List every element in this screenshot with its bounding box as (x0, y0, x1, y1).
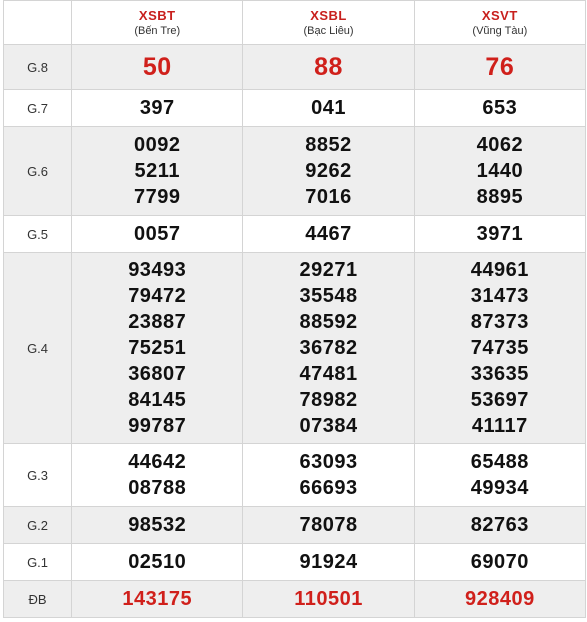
prize-number: 78982 (299, 389, 358, 411)
prize-number: 29271 (299, 259, 358, 281)
prize-label: G.2 (4, 507, 72, 544)
prize-cell (414, 544, 585, 581)
province-header[interactable] (414, 1, 585, 45)
lottery-results-table (3, 0, 586, 618)
prize-number: 4062 (476, 134, 524, 156)
prize-number: 63093 (299, 451, 358, 473)
prize-number: 99787 (128, 415, 187, 437)
prize-number: 65488 (470, 451, 529, 473)
prize-cell (414, 581, 585, 618)
prize-number: 4467 (305, 223, 352, 245)
prize-number: 78078 (299, 514, 358, 536)
prize-cell (72, 216, 243, 253)
province-header[interactable] (72, 1, 243, 45)
prize-row-g2 (4, 507, 586, 544)
prize-number: 76 (485, 53, 515, 81)
prize-number: 33635 (470, 363, 529, 385)
prize-cell (414, 45, 585, 90)
province-code[interactable]: XSVT (481, 7, 518, 23)
prize-row-g6 (4, 127, 586, 216)
prize-number: 31473 (470, 285, 529, 307)
prize-number: 36807 (128, 363, 187, 385)
prize-cell (243, 45, 414, 90)
prize-cell (72, 253, 243, 444)
prize-cell (243, 253, 414, 444)
prize-number: 88 (314, 53, 343, 81)
special-prize-number: 143175 (122, 588, 193, 610)
prize-number: 36782 (299, 337, 358, 359)
prize-number: 8895 (476, 186, 524, 208)
prize-label: G.8 (4, 45, 72, 90)
prize-number: 02510 (128, 551, 187, 573)
prize-number: 07384 (299, 415, 358, 437)
prize-label: G.4 (4, 253, 72, 444)
prize-number: 79472 (128, 285, 187, 307)
prize-number: 653 (482, 97, 518, 119)
province-code[interactable]: XSBL (310, 7, 347, 23)
prize-number: 23887 (128, 311, 187, 333)
prize-label: G.7 (4, 90, 72, 127)
prize-cell (243, 544, 414, 581)
prize-cell (72, 127, 243, 216)
prize-label: G.3 (4, 444, 72, 507)
prize-cell (72, 507, 243, 544)
prize-label: G.6 (4, 127, 72, 216)
prize-number: 87373 (470, 311, 529, 333)
prize-number: 0092 (134, 134, 181, 156)
prize-row-g7 (4, 90, 586, 127)
prize-number: 397 (139, 97, 175, 119)
prize-label: ĐB (4, 581, 72, 618)
prize-number: 93493 (128, 259, 187, 281)
province-header[interactable] (243, 1, 414, 45)
special-prize-number: 110501 (294, 588, 363, 610)
prize-row-g8 (4, 45, 586, 90)
prize-number: 041 (311, 97, 346, 119)
prize-number: 44642 (128, 451, 187, 473)
prize-cell (414, 444, 585, 507)
prize-number: 08788 (128, 477, 187, 499)
prize-number: 44961 (470, 259, 529, 281)
prize-label: G.1 (4, 544, 72, 581)
prize-label: G.5 (4, 216, 72, 253)
prize-number: 49934 (470, 477, 529, 499)
prize-number: 82763 (470, 514, 529, 536)
province-code[interactable]: XSBT (138, 7, 176, 23)
prize-number: 7799 (134, 186, 181, 208)
prize-number: 53697 (470, 389, 529, 411)
prize-number: 0057 (134, 223, 181, 245)
prize-cell (72, 444, 243, 507)
prize-cell (243, 127, 414, 216)
prize-number: 1440 (476, 160, 524, 182)
prize-row-g3 (4, 444, 586, 507)
prize-number: 75251 (128, 337, 187, 359)
prize-cell (414, 507, 585, 544)
prize-number: 84145 (128, 389, 187, 411)
prize-number: 98532 (128, 514, 187, 536)
special-prize-number: 928409 (464, 588, 535, 610)
prize-row-g5 (4, 216, 586, 253)
province-name: (Vũng Tàu) (472, 24, 528, 37)
prize-number: 3971 (476, 223, 524, 245)
province-name: (Bạc Liêu) (303, 24, 354, 37)
prize-row-special (4, 581, 586, 618)
prize-cell (243, 444, 414, 507)
prize-row-g4 (4, 253, 586, 444)
prize-row-g1 (4, 544, 586, 581)
prize-cell (243, 507, 414, 544)
prize-number: 5211 (134, 160, 180, 182)
prize-number: 69070 (470, 551, 529, 573)
header-row (4, 1, 586, 45)
prize-cell (414, 216, 585, 253)
prize-cell (414, 127, 585, 216)
prize-cell (72, 544, 243, 581)
prize-number: 91924 (299, 551, 358, 573)
prize-cell (72, 581, 243, 618)
prize-number: 8852 (305, 134, 352, 156)
prize-number: 41117 (471, 415, 528, 437)
corner-cell (4, 1, 72, 45)
prize-number: 74735 (470, 337, 529, 359)
prize-number: 47481 (299, 363, 358, 385)
prize-cell (72, 90, 243, 127)
prize-cell (414, 90, 585, 127)
prize-cell (243, 216, 414, 253)
prize-number: 35548 (299, 285, 358, 307)
prize-number: 66693 (299, 477, 358, 499)
prize-cell (243, 581, 414, 618)
prize-number: 9262 (305, 160, 352, 182)
prize-number: 50 (142, 53, 172, 81)
prize-number: 88592 (299, 311, 358, 333)
prize-number: 7016 (305, 186, 352, 208)
prize-cell (72, 45, 243, 90)
province-name: (Bến Tre) (134, 24, 181, 37)
prize-cell (243, 90, 414, 127)
prize-cell (414, 253, 585, 444)
